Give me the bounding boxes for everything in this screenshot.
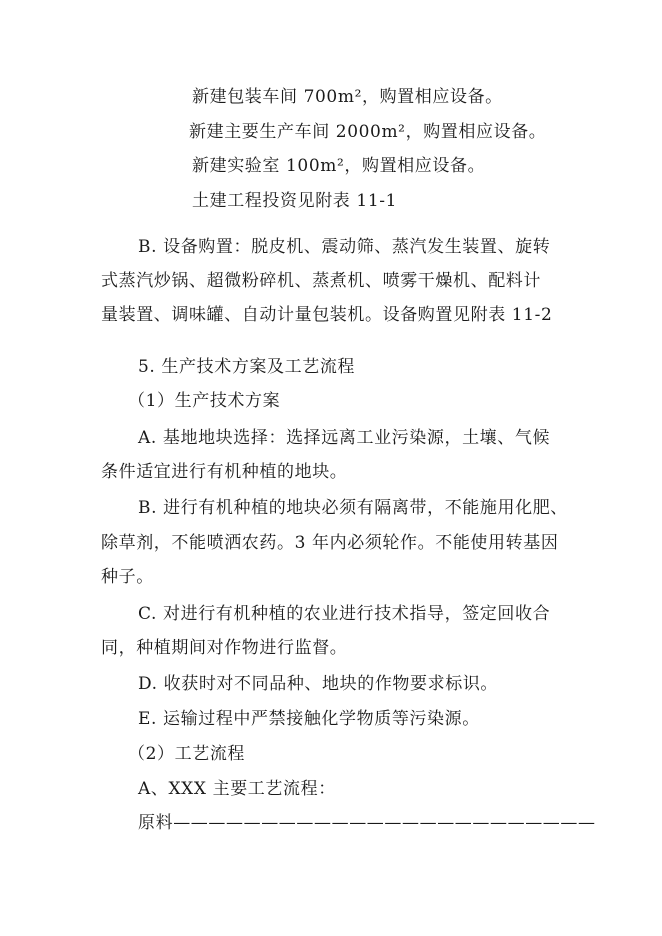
text-line-item-b-3: 种子。 — [101, 567, 154, 587]
text-line-item-b-2: 除草剂，不能喷洒农药。3 年内必须轮作。不能使用转基因 — [101, 533, 559, 553]
text-line-item-e: E. 运输过程中严禁接触化学物质等污染源。 — [138, 709, 480, 729]
text-line-item-c-1: C. 对进行有机种植的农业进行技术指导，签定回收合 — [138, 604, 551, 624]
text-line-equipment-1: B. 设备购置：脱皮机、震动筛、蒸汽发生装置、旋转 — [138, 237, 551, 257]
text-line-item-c-2: 同，种植期间对作物进行监督。 — [101, 638, 348, 658]
text-line-equipment-3: 量装置、调味罐、自动计量包装机。设备购置见附表 11-2 — [101, 305, 553, 325]
text-line-item-a-2: 条件适宜进行有机种植的地块。 — [101, 462, 348, 482]
text-line-workshop-packaging: 新建包装车间 700m²，购置相应设备。 — [192, 87, 503, 107]
text-line-laboratory: 新建实验室 100m²，购置相应设备。 — [192, 156, 486, 176]
subsection-heading-2: （2）工艺流程 — [128, 744, 246, 764]
section-heading-5: 5. 生产技术方案及工艺流程 — [138, 357, 356, 377]
text-line-item-b-1: B. 进行有机种植的地块必须有隔离带，不能施用化肥、 — [138, 498, 568, 518]
text-line-item-a-1: A. 基地地块选择：选择远离工业污染源，土壤、气候 — [138, 428, 551, 448]
text-line-item-d: D. 收获时对不同品种、地块的作物要求标识。 — [138, 674, 499, 694]
text-line-process-title: A、XXX 主要工艺流程： — [138, 779, 336, 799]
text-line-equipment-2: 式蒸汽炒锅、超微粉碎机、蒸煮机、喷雾干燥机、配料计 — [101, 271, 541, 291]
text-line-process-flow: 原料———————————————————————— — [138, 813, 596, 833]
text-line-civil-works: 土建工程投资见附表 11-1 — [192, 191, 397, 211]
subsection-heading-1: （1）生产技术方案 — [128, 391, 281, 411]
text-line-workshop-production: 新建主要生产车间 2000m²，购置相应设备。 — [189, 122, 547, 142]
